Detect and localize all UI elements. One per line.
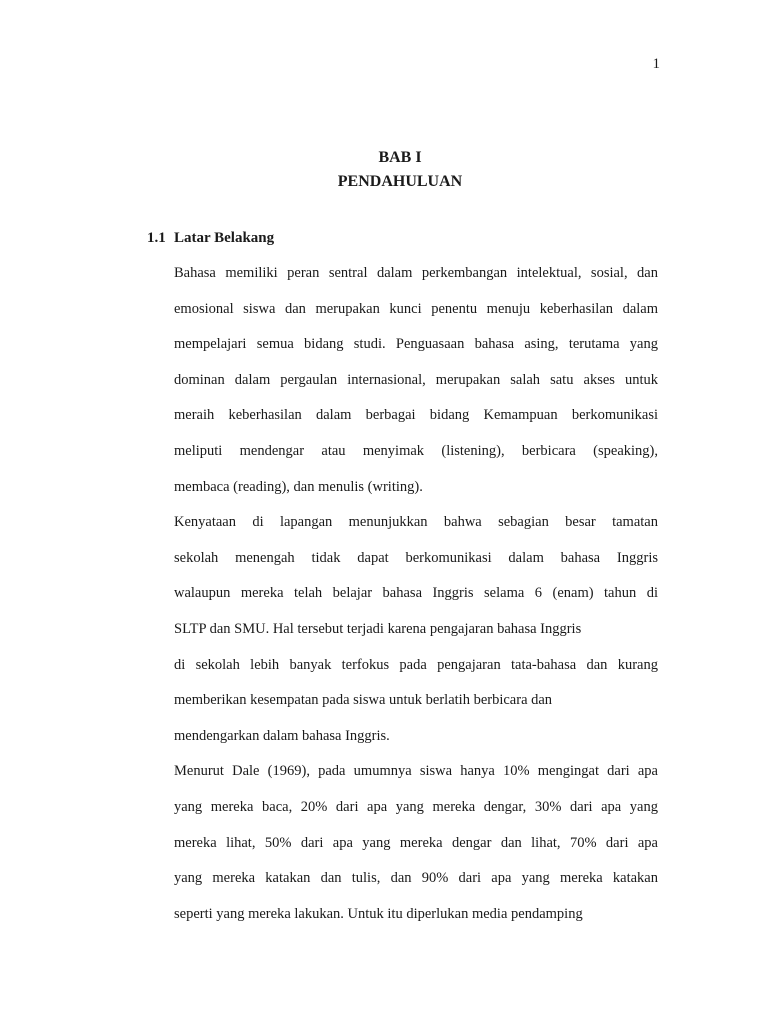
page-number: 1: [652, 56, 660, 72]
text-line: memberikan kesempatan pada siswa untuk berlatih berbicara dan: [174, 692, 553, 709]
text-line: meraih keberhasilan dalam berbagai bidang Kemampuan berkomunikasi: [174, 407, 658, 424]
text-line: membaca (reading), dan menulis (writing).: [174, 478, 423, 495]
text-line: emosional siswa dan merupakan kunci penentu menuju keberhasilan dalam: [174, 300, 658, 317]
section-heading: [147, 230, 274, 247]
text-line: dominan dalam pergaulan internasional, merupakan salah satu akses untuk: [174, 371, 658, 388]
text-line: di sekolah lebih banyak terfokus pada pengajaran tata-bahasa dan kurang: [174, 656, 658, 673]
section-number: 1.1: [147, 230, 166, 246]
body-text: [174, 256, 658, 932]
text-line: Bahasa memiliki peran sentral dalam perkembangan intelektual, sosial, dan: [174, 265, 658, 281]
chapter-title: PENDAHULUAN: [337, 173, 463, 190]
text-line: walaupun mereka telah belajar bahasa Inggris selama 6 (enam) tahun di: [174, 585, 658, 602]
chapter-label: BAB I: [378, 149, 422, 166]
text-line: sekolah menengah tidak dapat berkomunikasi dalam bahasa Inggris: [174, 549, 658, 566]
chapter-heading: [0, 146, 768, 194]
text-line: yang mereka katakan dan tulis, dan 90% dari apa yang mereka katakan: [174, 870, 658, 887]
text-line: seperti yang mereka lakukan. Untuk itu diperlukan media pendamping: [174, 905, 583, 922]
text-line: SLTP dan SMU. Hal tersebut terjadi karena pengajaran bahasa Inggris: [174, 620, 582, 637]
text-line: Kenyataan di lapangan menunjukkan bahwa sebagian besar tamatan: [174, 514, 658, 531]
text-line: mendengarkan dalam bahasa Inggris.: [174, 727, 390, 744]
text-line: yang mereka baca, 20% dari apa yang mereka dengar, 30% dari apa yang: [174, 798, 658, 815]
text-line: mereka lihat, 50% dari apa yang mereka dengar dan lihat, 70% dari apa: [174, 834, 658, 851]
text-line: Menurut Dale (1969), pada umumnya siswa hanya 10% mengingat dari apa: [174, 763, 658, 780]
section-title: Latar Belakang: [174, 230, 275, 246]
text-line: mempelajari semua bidang studi. Penguasaan bahasa asing, terutama yang: [174, 336, 658, 353]
text-line: meliputi mendengar atau menyimak (listening), berbicara (speaking),: [174, 442, 658, 459]
